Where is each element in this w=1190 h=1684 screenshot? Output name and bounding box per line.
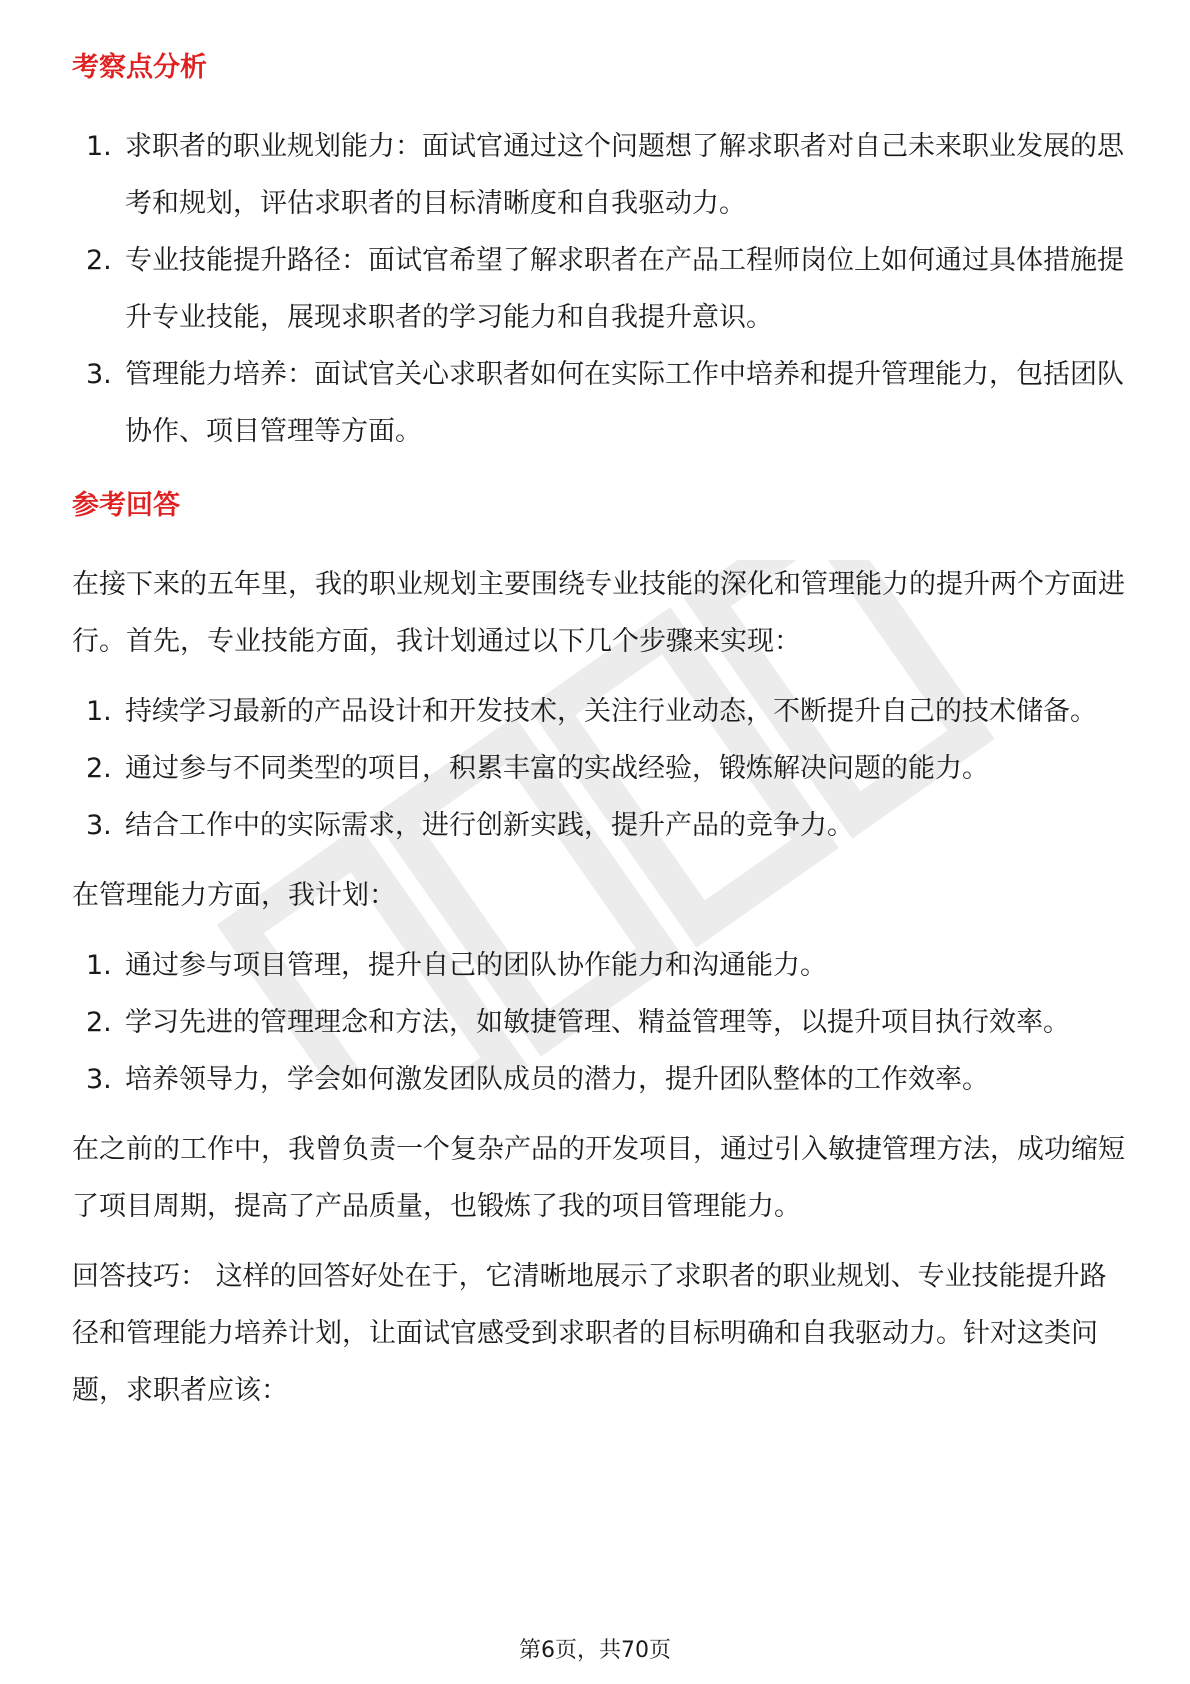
list-item xyxy=(72,740,1132,797)
experience-paragraph: 在之前的工作中，我曾负责一个复杂产品的开发项目，通过引入敏捷管理方法，成功缩短了项目周期，提高了产品质量，也锻炼了我的项目管理能力。 xyxy=(72,1134,1125,1222)
answer-intro-paragraph: 在接下来的五年里，我的职业规划主要围绕专业技能的深化和管理能力的提升两个方面进行。首先，专业技能方面，我计划通过以下几个步骤来实现： xyxy=(72,569,1125,657)
list-item-text: 结合工作中的实际需求，进行创新实践，提升产品的竞争力。 xyxy=(125,810,854,841)
list-number: 2. xyxy=(86,245,112,276)
list-item-text: 通过参与项目管理，提升自己的团队协作能力和沟通能力。 xyxy=(125,950,827,981)
list-item-text: 求职者的职业规划能力：面试官通过这个问题想了解求职者对自己未来职业发展的思考和规划，评估求职者的目标清晰度和自我驱动力。 xyxy=(125,131,1124,219)
list-number: 3. xyxy=(86,810,112,841)
list-number: 1. xyxy=(86,131,112,162)
list-item-text: 专业技能提升路径：面试官希望了解求职者在产品工程师岗位上如何通过具体措施提升专业技能，展现求职者的学习能力和自我提升意识。 xyxy=(125,245,1124,333)
list-number: 2. xyxy=(86,753,112,784)
list-item xyxy=(72,118,1132,232)
page-number-footer: 第6页，共70页 xyxy=(519,1638,671,1663)
list-item xyxy=(72,797,1132,854)
list-item-text: 持续学习最新的产品设计和开发技术，关注行业动态，不断提升自己的技术储备。 xyxy=(125,696,1097,727)
management-list xyxy=(72,937,1132,1108)
list-number: 3. xyxy=(86,359,112,390)
list-number: 2. xyxy=(86,1007,112,1038)
list-item-text: 学习先进的管理理念和方法，如敏捷管理、精益管理等，以提升项目执行效率。 xyxy=(125,1007,1070,1038)
list-item xyxy=(72,937,1132,994)
list-item xyxy=(72,1051,1132,1108)
list-item-text: 管理能力培养：面试官关心求职者如何在实际工作中培养和提升管理能力，包括团队协作、项目管理等方面。 xyxy=(125,359,1124,447)
analysis-list xyxy=(72,118,1132,460)
list-item xyxy=(72,232,1132,346)
management-intro-paragraph: 在管理能力方面，我计划： xyxy=(72,880,396,911)
list-item xyxy=(72,994,1132,1051)
list-item-text: 通过参与不同类型的项目，积累丰富的实战经验，锻炼解决问题的能力。 xyxy=(125,753,989,784)
section-heading-reference-answer: 参考回答 xyxy=(72,490,180,521)
skills-list xyxy=(72,683,1132,854)
section-heading-analysis: 考察点分析 xyxy=(72,52,207,83)
list-number: 1. xyxy=(86,696,112,727)
list-item xyxy=(72,346,1132,460)
document-content xyxy=(72,48,1132,1419)
list-item xyxy=(72,683,1132,740)
list-item-text: 培养领导力，学会如何激发团队成员的潜力，提升团队整体的工作效率。 xyxy=(125,1064,989,1095)
answer-tips-paragraph: 回答技巧： 这样的回答好处在于，它清晰地展示了求职者的职业规划、专业技能提升路径和管理能力培养计划，让面试官感受到求职者的目标明确和自我驱动力。针对这类问题，求职者应该： xyxy=(72,1261,1107,1406)
list-number: 1. xyxy=(86,950,112,981)
list-number: 3. xyxy=(86,1064,112,1095)
